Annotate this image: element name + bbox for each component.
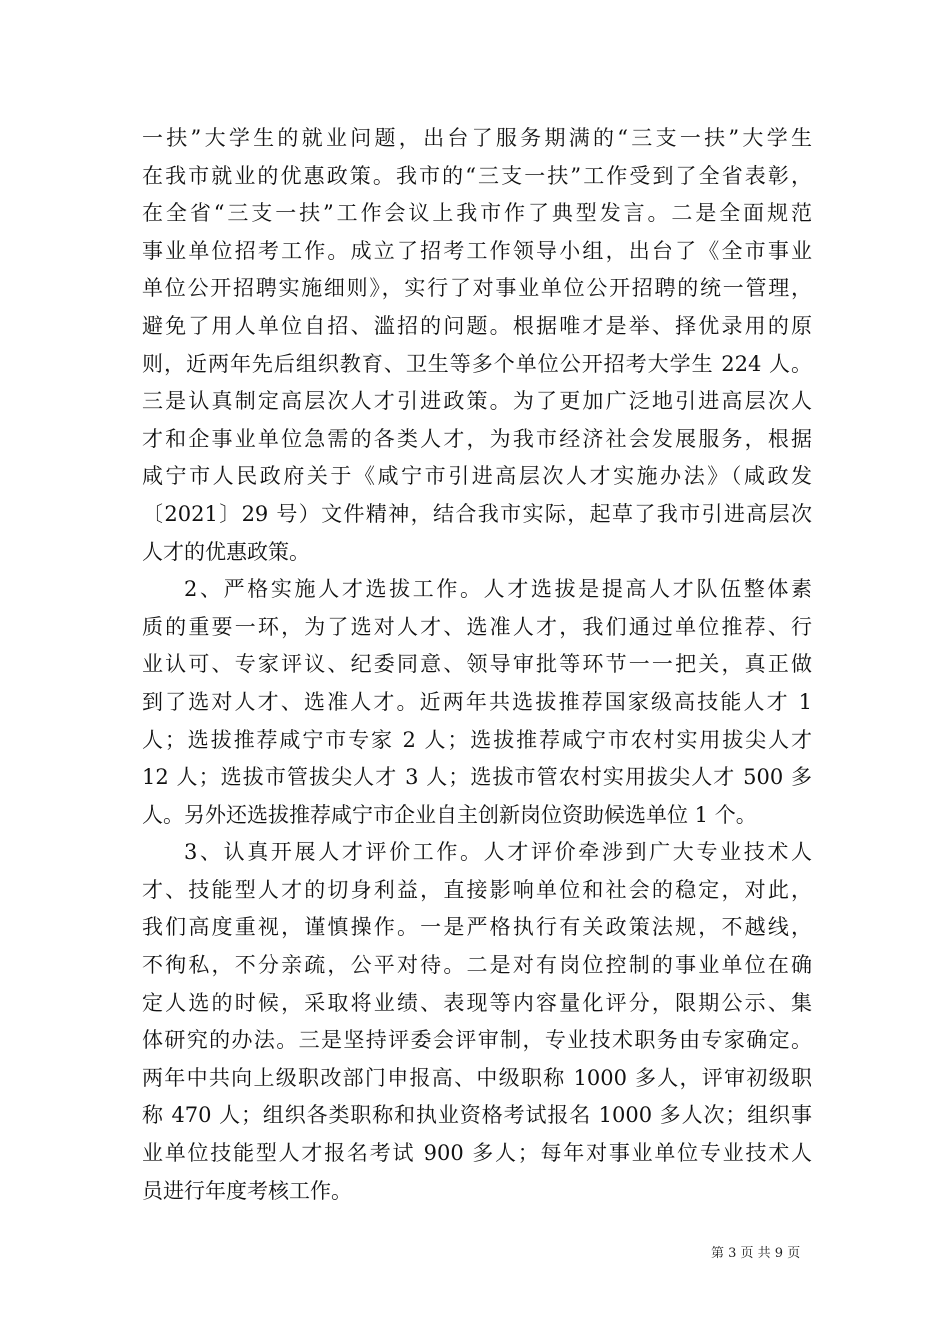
paragraph-line: 3、认真开展人才评价工作。人才评价牵涉到广大专业技术人 (184, 840, 812, 865)
paragraph-line: 定人选的时候，采取将业绩、表现等内容量化评分，限期公示、集 (142, 990, 812, 1015)
paragraph-line: 人。另外还选拔推荐咸宁市企业自主创新岗位资助候选单位 1 个。 (142, 802, 757, 827)
paragraph-line: 业认可、专家评议、纪委同意、领导审批等环节一一把关，真正做 (142, 652, 812, 677)
paragraph-line: 则，近两年先后组织教育、卫生等多个单位公开招考大学生 224 人。 (142, 351, 812, 376)
paragraph-line: 员进行年度考核工作。 (142, 1178, 352, 1203)
paragraph-line: 避免了用人单位自招、滥招的问题。根据唯才是举、择优录用的原 (142, 313, 812, 338)
page-number: 第 3 页 共 9 页 (711, 1246, 801, 1261)
paragraph-line: 〔2021〕29 号）文件精神，结合我市实际，起草了我市引进高层次 (142, 501, 812, 526)
paragraph-line: 三是认真制定高层次人才引进政策。为了更加广泛地引进高层次人 (142, 389, 812, 414)
paragraph-line: 人才的优惠政策。 (142, 539, 310, 564)
document-body (142, 120, 812, 1210)
paragraph-line: 业单位技能型人才报名考试 900 多人；每年对事业单位专业技术人 (142, 1141, 812, 1166)
paragraph-line: 2、严格实施人才选拔工作。人才选拔是提高人才队伍整体素 (184, 577, 812, 602)
paragraph-line: 称 470 人；组织各类职称和执业资格考试报名 1000 多人次；组织事 (142, 1103, 812, 1128)
paragraph-line: 一扶”大学生的就业问题，出台了服务期满的“三支一扶”大学生 (142, 126, 812, 150)
paragraph-line: 才、技能型人才的切身利益，直接影响单位和社会的稳定，对此， (142, 877, 812, 902)
paragraph-line: 质的重要一环，为了选对人才、选准人才，我们通过单位推荐、行 (142, 614, 812, 639)
paragraph-line: 体研究的办法。三是坚持评委会评审制，专业技术职务由专家确定。 (142, 1028, 812, 1053)
paragraph-line: 单位公开招聘实施细则》，实行了对事业单位公开招聘的统一管理， (142, 276, 812, 301)
paragraph-line: 咸宁市人民政府关于《咸宁市引进高层次人才实施办法》（咸政发 (142, 464, 812, 489)
paragraph-line: 在全省“三支一扶”工作会议上我市作了典型发言。二是全面规范 (142, 201, 812, 226)
paragraph-line: 人；选拔推荐咸宁市专家 2 人；选拔推荐咸宁市农村实用拔尖人才 (142, 727, 812, 752)
paragraph-line: 到了选对人才、选准人才。近两年共选拔推荐国家级高技能人才 1 (142, 689, 812, 714)
paragraph-line: 在我市就业的优惠政策。我市的“三支一扶”工作受到了全省表彰， (142, 163, 812, 188)
paragraph-line: 才和企事业单位急需的各类人才，为我市经济社会发展服务，根据 (142, 426, 812, 451)
paragraph-line: 我们高度重视，谨慎操作。一是严格执行有关政策法规，不越线， (142, 915, 812, 940)
paragraph-line: 12 人；选拔市管拔尖人才 3 人；选拔市管农村实用拔尖人才 500 多 (142, 765, 812, 790)
paragraph-line: 事业单位招考工作。成立了招考工作领导小组，出台了《全市事业 (142, 238, 812, 263)
paragraph-line: 两年中共向上级职改部门申报高、中级职称 1000 多人，评审初级职 (142, 1065, 812, 1090)
paragraph-line: 不徇私，不分亲疏，公平对待。二是对有岗位控制的事业单位在确 (142, 953, 812, 978)
